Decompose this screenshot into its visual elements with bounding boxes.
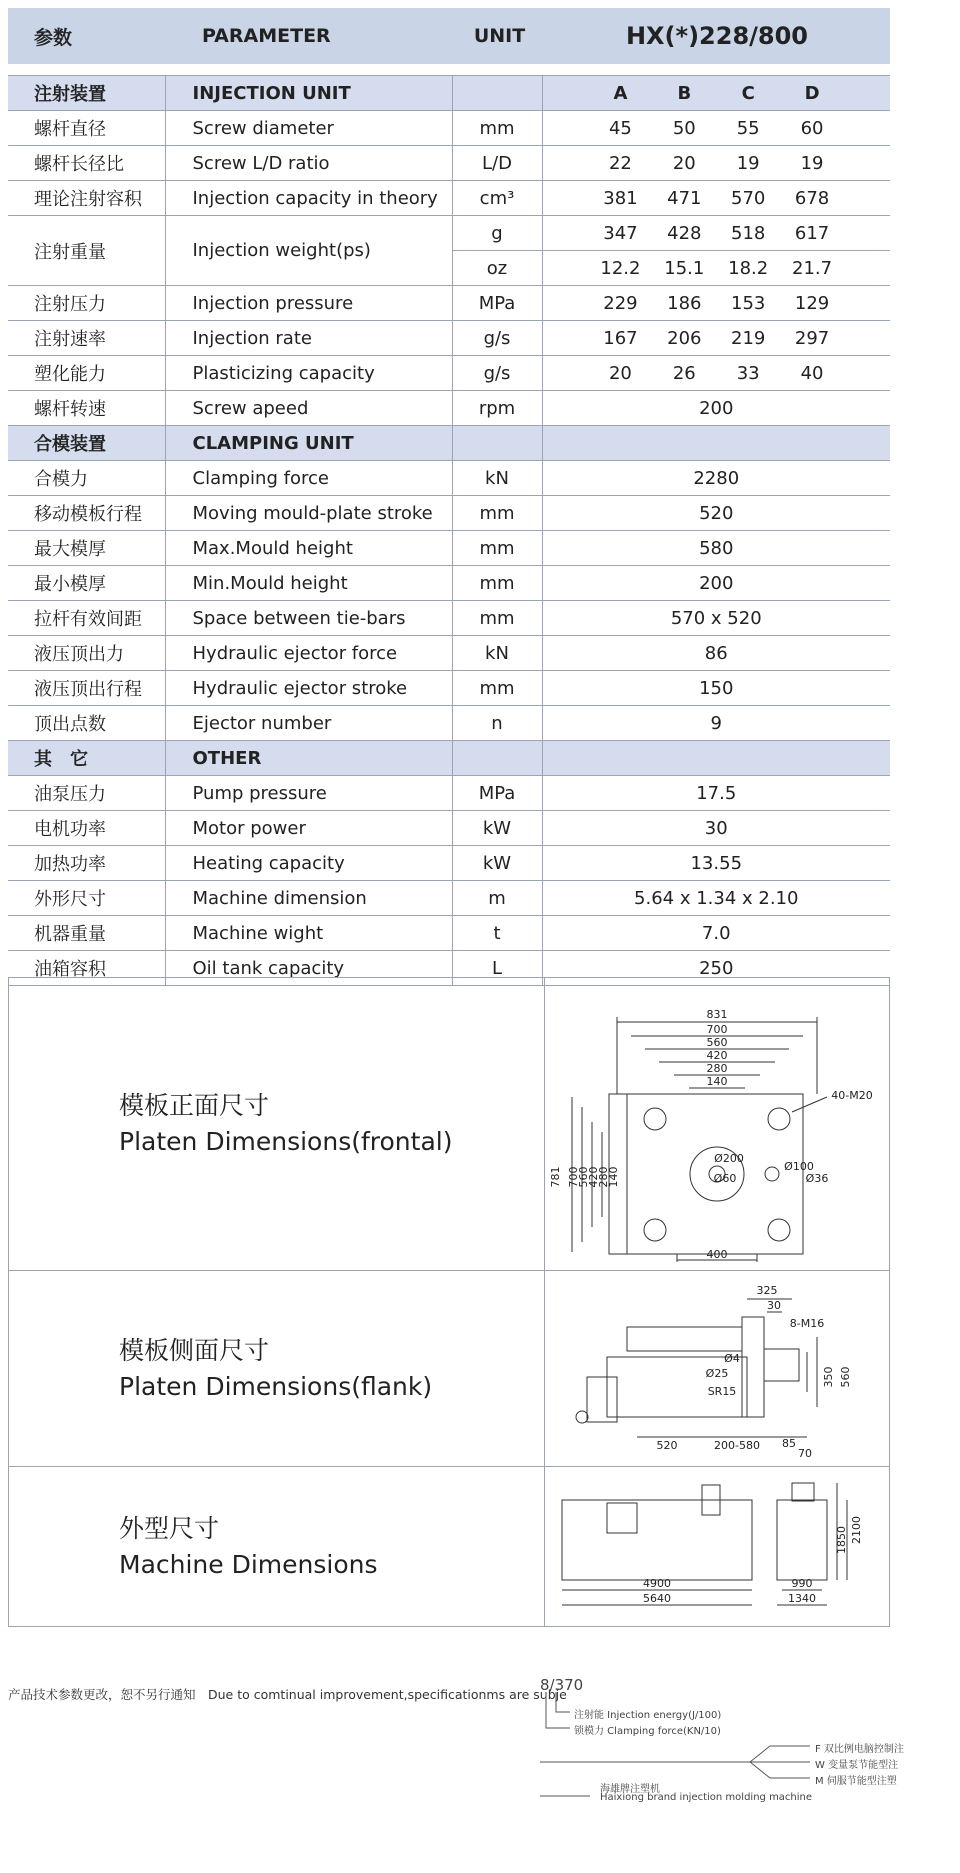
table-row [8,321,890,356]
table-row [8,636,890,671]
param-unit: m [452,881,542,916]
section-cn: 其 它 [8,741,165,776]
footer-note: 产品技术参数更改，恕不另行通知 Due to comtinual improvement,specificationms are subje [8,1687,567,1702]
value-cell: 229 [603,292,638,314]
param-unit: mm [452,496,542,531]
value-cell: 18.2 [728,257,769,279]
section-cols [542,426,890,461]
value-cell: 219 [731,327,766,349]
model-legend [540,1676,904,1803]
value-cell: 21.7 [792,257,833,279]
value-cell: 19 [736,152,760,174]
table-row [8,496,890,531]
param-en: Injection capacity in theory [165,181,452,216]
param-value [542,146,890,181]
section-header [8,741,890,776]
dim-label-text: 560 [839,1366,852,1387]
dim-label-text: 2100 [850,1515,863,1544]
dim-label-text: 700 [567,1166,580,1188]
dim-label-text: 831 [706,1008,728,1021]
value-cell: 60 [800,117,824,139]
legend-line1: 注射能 Injection energy(J/100) [574,1710,722,1721]
param-unit: L [452,951,542,986]
param-cn: 油箱容积 [8,951,165,986]
value-grid [543,118,891,139]
value-cell: 12.2 [600,257,641,279]
dim-label-text: 1340 [788,1591,816,1605]
table-row [8,916,890,951]
dim-label-text: 140 [706,1075,728,1088]
value-cell: 15.1 [664,257,705,279]
param-en: Pump pressure [165,776,452,811]
table-row [8,776,890,811]
legend-right2: W 变量泵节能型注 [815,1760,899,1771]
section-unit [452,741,542,776]
value-cell: 518 [731,222,766,244]
dim-label-text: 8-M16 [789,1316,825,1330]
legend-brand-en: Haixiong brand injection molding machine [600,1792,813,1803]
value-cell: 26 [672,362,696,384]
param-value [542,216,890,251]
param-en: Hydraulic ejector stroke [165,671,452,706]
dim-label-text: 400 [706,1248,728,1261]
table-row [8,461,890,496]
table-row [8,601,890,636]
param-cn: 最小模厚 [8,566,165,601]
param-value: 250 [542,951,890,986]
value-cell: 20 [608,362,632,384]
value-grid [543,363,891,384]
dim-label-text: 85 [782,1436,796,1450]
dim-label-text: Ø36 [805,1172,829,1185]
value-grid [543,188,891,209]
value-cell: 206 [667,327,702,349]
param-unit: oz [452,251,542,286]
param-unit: L/D [452,146,542,181]
dim-row-flank [9,1271,890,1467]
dim-label-text: 990 [791,1576,813,1590]
value-cell: 347 [603,222,638,244]
value-cell: 297 [794,327,830,349]
dim-label-text: 781 [549,1166,562,1188]
header-parameter: PARAMETER [202,25,331,47]
header-cn: 参数 [34,26,73,49]
value-grid [543,293,891,314]
param-cn: 液压顶出力 [8,636,165,671]
param-cn: 注射速率 [8,321,165,356]
legend-model: 8/370 [540,1676,584,1694]
param-cn: 拉杆有效间距 [8,601,165,636]
legend-right1: F 双比例电脑控制注 [815,1744,904,1755]
value-cell: 50 [672,117,696,139]
machine-drawing [552,1475,882,1615]
dim-label-text: 30 [767,1298,781,1312]
param-en: Ejector number [165,706,452,741]
param-unit: mm [452,531,542,566]
value-grid [543,328,891,349]
param-en: Machine wight [165,916,452,951]
value-grid [543,223,891,244]
table-row [8,706,890,741]
legend-right3: M 伺服节能型注塑 [815,1776,897,1787]
param-unit: kN [452,636,542,671]
dim-label-text: 1850 [835,1525,848,1554]
dim-label [9,1271,545,1467]
param-cn: 机器重量 [8,916,165,951]
param-cn: 液压顶出行程 [8,671,165,706]
column-letters [543,83,891,104]
dim-label-text: 420 [706,1049,728,1062]
param-unit: g [452,216,542,251]
flank-drawing-cell [545,1271,890,1467]
dim-label-text: 350 [822,1366,835,1387]
param-unit: mm [452,671,542,706]
table-row [8,181,890,216]
param-en: Heating capacity [165,846,452,881]
section-cn: 注射装置 [8,76,165,111]
dim-label-text: Ø60 [713,1172,737,1185]
param-value [542,251,890,286]
dim-row-machine [9,1467,890,1627]
param-cn: 移动模板行程 [8,496,165,531]
param-en: Max.Mould height [165,531,452,566]
section-cols [542,741,890,776]
table-row [8,391,890,426]
param-cn: 最大模厚 [8,531,165,566]
param-value: 150 [542,671,890,706]
param-en: Injection rate [165,321,452,356]
value-cell: 428 [667,222,702,244]
value-cell: C [741,82,755,104]
value-cell: 617 [794,222,830,244]
param-value: 30 [542,811,890,846]
value-cell: 19 [800,152,824,174]
value-cell: 55 [736,117,760,139]
table-row [8,846,890,881]
param-cn: 理论注射容积 [8,181,165,216]
param-cn: 螺杆直径 [8,111,165,146]
table-row [8,531,890,566]
value-cell: 471 [667,187,702,209]
table-row [8,811,890,846]
param-unit: cm³ [452,181,542,216]
param-unit: t [452,916,542,951]
param-unit: mm [452,111,542,146]
value-cell: 381 [603,187,638,209]
param-cn: 加热功率 [8,846,165,881]
section-unit [452,426,542,461]
param-cn: 螺杆转速 [8,391,165,426]
value-cell: 129 [794,292,830,314]
dim-label-text: 70 [798,1446,812,1457]
param-en: Min.Mould height [165,566,452,601]
value-cell: D [804,82,820,104]
table-row [8,671,890,706]
param-cn: 合模力 [8,461,165,496]
dim-label-text: Ø100 [784,1160,814,1173]
table-row [8,286,890,321]
dim-label-text: 520 [656,1438,678,1452]
dim-cn: 外型尺寸 [119,1513,220,1543]
dim-row-frontal [9,978,890,1271]
value-cell: 40 [800,362,824,384]
param-unit: kN [452,461,542,496]
dim-label-text: Ø200 [714,1152,744,1165]
param-unit: n [452,706,542,741]
param-value: 9 [542,706,890,741]
header-model: HX(*)228/800 [625,22,809,50]
param-value: 86 [542,636,890,671]
value-cell: 167 [603,327,638,349]
platen-frontal-drawing [547,982,887,1262]
table-row [8,566,890,601]
param-value: 17.5 [542,776,890,811]
param-cn: 顶出点数 [8,706,165,741]
param-en: Oil tank capacity [165,951,452,986]
param-value: 5.64 x 1.34 x 2.10 [542,881,890,916]
value-cell: 22 [608,152,632,174]
dim-cn: 模板正面尺寸 [119,1091,270,1120]
section-cols [542,76,890,111]
param-value: 2280 [542,461,890,496]
section-header [8,426,890,461]
param-cn: 螺杆长径比 [8,146,165,181]
value-cell: 20 [672,152,696,174]
table-row [8,146,890,181]
dim-label-text: 4900 [643,1576,671,1590]
param-unit: g/s [452,321,542,356]
machine-drawing-cell [545,1467,890,1627]
dim-label-text: Ø25 [705,1366,729,1380]
param-en: Machine dimension [165,881,452,916]
header-unit: UNIT [473,25,526,47]
param-value: 200 [542,391,890,426]
dim-label-text: 700 [706,1023,728,1036]
dim-label-text: 560 [706,1036,728,1049]
value-cell: A [613,82,628,104]
section-en: OTHER [165,741,452,776]
table-row [8,356,890,391]
value-cell: 33 [736,362,760,384]
param-en: Screw apeed [165,391,452,426]
value-cell: 186 [667,292,702,314]
param-value: 200 [542,566,890,601]
param-value [542,181,890,216]
param-value [542,356,890,391]
platen-flank-drawing [567,1277,867,1457]
param-cn: 塑化能力 [8,356,165,391]
legend-line2: 锁模力 Clamping force(KN/10) [574,1726,721,1737]
section-cn: 合模装置 [8,426,165,461]
frontal-drawing-cell [545,978,890,1271]
dim-label-text: 140 [607,1166,620,1188]
legend-brand-cn: 海雄牌注塑机 [600,1784,660,1795]
param-en: Screw L/D ratio [165,146,452,181]
param-en: Motor power [165,811,452,846]
section-en: INJECTION UNIT [165,76,452,111]
dim-cn: 模板侧面尺寸 [119,1335,270,1365]
section-en: CLAMPING UNIT [165,426,452,461]
dim-label-text: 325 [756,1283,778,1297]
param-en: Space between tie-bars [165,601,452,636]
param-en: Clamping force [165,461,452,496]
value-grid [543,153,891,174]
param-unit: kW [452,811,542,846]
dim-en: Machine Dimensions [119,1549,378,1579]
dim-label-text: SR15 [707,1384,737,1398]
section-header [8,76,890,111]
param-value: 570 x 520 [542,601,890,636]
param-unit: kW [452,846,542,881]
section-unit [452,76,542,111]
table-row [8,111,890,146]
table-header [8,8,890,64]
param-value [542,321,890,356]
value-grid [543,258,891,279]
dim-label-text: 200-580 [714,1438,760,1452]
param-value [542,111,890,146]
param-value: 7.0 [542,916,890,951]
param-en: Moving mould-plate stroke [165,496,452,531]
dim-label-text: 280 [706,1062,728,1075]
param-value [542,286,890,321]
param-unit: MPa [452,286,542,321]
param-unit: mm [452,601,542,636]
param-cn: 外形尺寸 [8,881,165,916]
dim-label-text: 420 [587,1166,600,1188]
dim-label [9,978,545,1271]
param-value: 520 [542,496,890,531]
dim-label [9,1467,545,1627]
param-cn: 注射压力 [8,286,165,321]
param-cn: 油泵压力 [8,776,165,811]
param-unit: MPa [452,776,542,811]
param-en: Injection weight(ps) [165,216,452,286]
value-cell: 45 [608,117,632,139]
param-unit: mm [452,566,542,601]
param-en: Injection pressure [165,286,452,321]
dim-label-text: Ø4 [724,1351,740,1365]
dim-label-text: 280 [597,1166,610,1188]
dim-label-text: 40-M20 [831,1089,873,1102]
param-value: 13.55 [542,846,890,881]
param-en: Plasticizing capacity [165,356,452,391]
param-cn: 注射重量 [8,216,165,286]
dim-label-text: 560 [577,1166,590,1188]
spec-table [8,75,890,986]
dim-label-text: 5640 [643,1591,671,1605]
value-cell: 570 [731,187,766,209]
param-cn: 电机功率 [8,811,165,846]
param-value: 580 [542,531,890,566]
value-cell: 678 [794,187,830,209]
dim-en: Platen Dimensions(frontal) [119,1127,453,1156]
value-cell: B [677,82,692,104]
value-cell: 153 [731,292,766,314]
table-row [8,881,890,916]
param-unit: rpm [452,391,542,426]
dim-en: Platen Dimensions(flank) [119,1371,433,1401]
param-en: Hydraulic ejector force [165,636,452,671]
dimension-table [8,977,890,1627]
param-unit: g/s [452,356,542,391]
param-en: Screw diameter [165,111,452,146]
table-row [8,216,890,251]
